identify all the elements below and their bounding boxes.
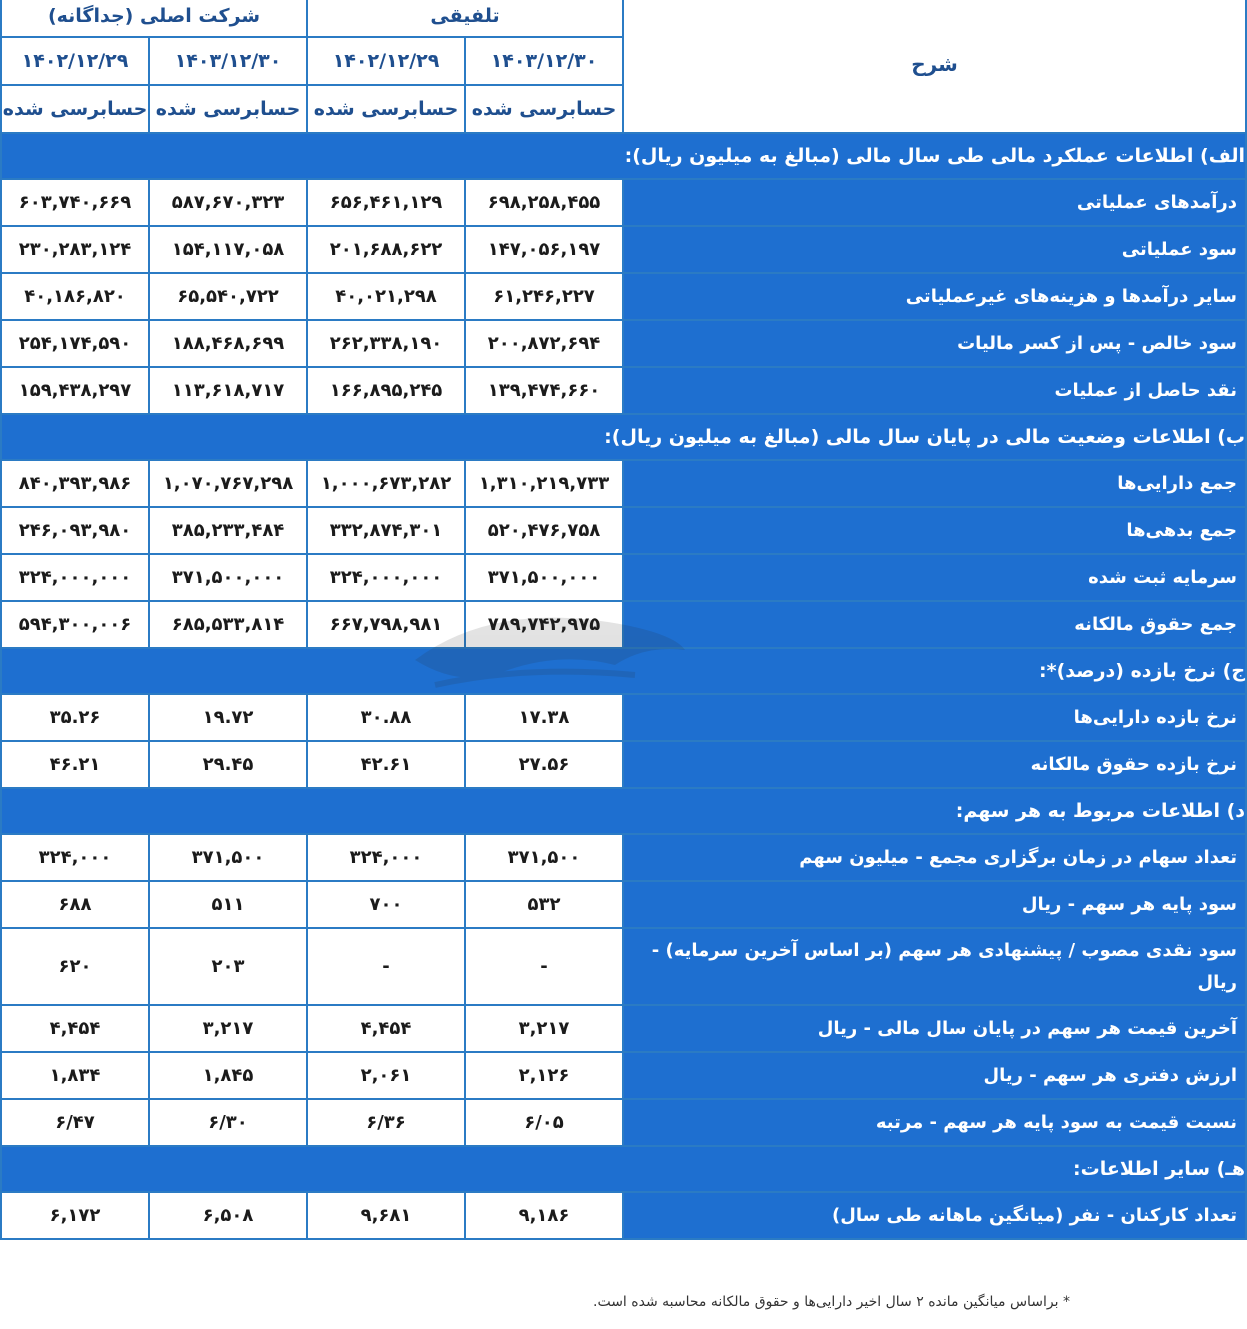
value-cell: ۳۲۴,۰۰۰,۰۰۰ — [307, 554, 465, 601]
value-cell: ۴۰,۱۸۶,۸۲۰ — [1, 273, 149, 320]
row-label: سایر درآمدها و هزینه‌های غیرعملیاتی — [623, 273, 1246, 320]
section-title: ج) نرخ بازده (درصد)*: — [1, 648, 1246, 694]
value-cell: ۱۹.۷۲ — [149, 694, 307, 741]
table-row — [1, 1099, 1246, 1146]
value-cell: ۳۲۴,۰۰۰ — [307, 834, 465, 881]
value-cell: ۶۹۸,۲۵۸,۴۵۵ — [465, 179, 623, 226]
value-cell: ۶۶۷,۷۹۸,۹۸۱ — [307, 601, 465, 648]
row-label: نرخ بازده حقوق مالکانه — [623, 741, 1246, 788]
value-cell: ۶۵۶,۴۶۱,۱۲۹ — [307, 179, 465, 226]
section-title: د) اطلاعات مربوط به هر سهم: — [1, 788, 1246, 834]
row-label: جمع دارایی‌ها — [623, 460, 1246, 507]
value-cell: ۲۵۴,۱۷۴,۵۹۰ — [1, 320, 149, 367]
value-cell: ۱۱۳,۶۱۸,۷۱۷ — [149, 367, 307, 414]
value-cell: ۱,۸۳۴ — [1, 1052, 149, 1099]
section-title: ب) اطلاعات وضعیت مالی در پایان سال مالی (مبالغ به میلیون ریال): — [1, 414, 1246, 460]
row-label: آخرین قیمت هر سهم در پایان سال مالی - ریال — [623, 1005, 1246, 1052]
value-cell: ۶/۳۶ — [307, 1099, 465, 1146]
value-cell: ۱,۳۱۰,۲۱۹,۷۳۳ — [465, 460, 623, 507]
date-header: ۱۴۰۲/۱۲/۲۹ — [307, 37, 465, 85]
value-cell: ۶۵,۵۴۰,۷۲۲ — [149, 273, 307, 320]
value-cell: ۳۷۱,۵۰۰,۰۰۰ — [465, 554, 623, 601]
value-cell: ۳۰.۸۸ — [307, 694, 465, 741]
description-header: شرح — [623, 0, 1246, 133]
row-label: سود پایه هر سهم - ریال — [623, 881, 1246, 928]
table-row — [1, 601, 1246, 648]
value-cell: ۱,۰۷۰,۷۶۷,۲۹۸ — [149, 460, 307, 507]
value-cell: ۳۲۴,۰۰۰,۰۰۰ — [1, 554, 149, 601]
value-cell: ۳۲۴,۰۰۰ — [1, 834, 149, 881]
value-cell: ۲,۱۲۶ — [465, 1052, 623, 1099]
value-cell: ۲,۰۶۱ — [307, 1052, 465, 1099]
value-cell: ۶,۵۰۸ — [149, 1192, 307, 1239]
value-cell: ۴۶.۲۱ — [1, 741, 149, 788]
value-cell: ۳,۲۱۷ — [149, 1005, 307, 1052]
table-row — [1, 1005, 1246, 1052]
table-row — [1, 460, 1246, 507]
value-cell: ۲۳۰,۲۸۳,۱۲۴ — [1, 226, 149, 273]
consolidated-header: تلفیقی — [307, 0, 623, 37]
value-cell: ۱,۰۰۰,۶۷۳,۲۸۲ — [307, 460, 465, 507]
value-cell: ۲۰۰,۸۷۲,۶۹۴ — [465, 320, 623, 367]
row-label: تعداد کارکنان - نفر (میانگین ماهانه طی سال) — [623, 1192, 1246, 1239]
table-row — [1, 320, 1246, 367]
row-label: سود خالص - پس از کسر مالیات — [623, 320, 1246, 367]
table-row — [1, 741, 1246, 788]
value-cell: ۷۸۹,۷۴۲,۹۷۵ — [465, 601, 623, 648]
value-cell: ۶۲۰ — [1, 928, 149, 1005]
value-cell: ۹,۱۸۶ — [465, 1192, 623, 1239]
row-label: جمع بدهی‌ها — [623, 507, 1246, 554]
value-cell: ۶/۳۰ — [149, 1099, 307, 1146]
value-cell: ۵۹۴,۳۰۰,۰۰۶ — [1, 601, 149, 648]
table-row — [1, 1052, 1246, 1099]
row-label: درآمدهای عملیاتی — [623, 179, 1246, 226]
table-row — [1, 1192, 1246, 1239]
value-cell: ۶۱,۲۴۶,۲۲۷ — [465, 273, 623, 320]
value-cell: ۵۳۲ — [465, 881, 623, 928]
value-cell: ۱۳۹,۴۷۴,۶۶۰ — [465, 367, 623, 414]
table-row — [1, 694, 1246, 741]
table-row — [1, 273, 1246, 320]
table-row — [1, 367, 1246, 414]
table-row — [1, 928, 1246, 1005]
value-cell: ۳۵.۲۶ — [1, 694, 149, 741]
value-cell: ۱۵۹,۴۳۸,۲۹۷ — [1, 367, 149, 414]
value-cell: ۴۲.۶۱ — [307, 741, 465, 788]
value-cell: ۲۰۱,۶۸۸,۶۲۲ — [307, 226, 465, 273]
table-row — [1, 554, 1246, 601]
value-cell: ۸۴۰,۳۹۳,۹۸۶ — [1, 460, 149, 507]
value-cell: ۲۴۶,۰۹۳,۹۸۰ — [1, 507, 149, 554]
value-cell: ۲۷.۵۶ — [465, 741, 623, 788]
value-cell: ۱۷.۳۸ — [465, 694, 623, 741]
row-label: نرخ بازده دارایی‌ها — [623, 694, 1246, 741]
value-cell: ۶۸۵,۵۳۳,۸۱۴ — [149, 601, 307, 648]
row-label: سود نقدی مصوب / پیشنهادی هر سهم (بر اساس آخرین سرمایه) - ریال — [623, 928, 1246, 1005]
value-cell: ۹,۶۸۱ — [307, 1192, 465, 1239]
audit-status: حسابرسی شده — [1, 85, 149, 133]
row-label: جمع حقوق مالکانه — [623, 601, 1246, 648]
value-cell: - — [465, 928, 623, 1005]
table-row — [1, 179, 1246, 226]
value-cell: ۱۸۸,۴۶۸,۶۹۹ — [149, 320, 307, 367]
table-row — [1, 834, 1246, 881]
value-cell: ۳۷۱,۵۰۰,۰۰۰ — [149, 554, 307, 601]
value-cell: ۶۰۳,۷۴۰,۶۶۹ — [1, 179, 149, 226]
value-cell: ۶۸۸ — [1, 881, 149, 928]
value-cell: ۱۵۴,۱۱۷,۰۵۸ — [149, 226, 307, 273]
date-header: ۱۴۰۲/۱۲/۲۹ — [1, 37, 149, 85]
row-label: نسبت قیمت به سود پایه هر سهم - مرتبه — [623, 1099, 1246, 1146]
value-cell: ۳۷۱,۵۰۰ — [465, 834, 623, 881]
audit-status: حسابرسی شده — [307, 85, 465, 133]
section-title: هـ) سایر اطلاعات: — [1, 1146, 1246, 1192]
table-row — [1, 226, 1246, 273]
value-cell: ۱۶۶,۸۹۵,۲۴۵ — [307, 367, 465, 414]
value-cell: ۵۱۱ — [149, 881, 307, 928]
value-cell: ۴۰,۰۲۱,۲۹۸ — [307, 273, 465, 320]
value-cell: ۵۸۷,۶۷۰,۳۲۳ — [149, 179, 307, 226]
value-cell: ۷۰۰ — [307, 881, 465, 928]
value-cell: ۴,۴۵۴ — [307, 1005, 465, 1052]
value-cell: ۱,۸۴۵ — [149, 1052, 307, 1099]
audit-status: حسابرسی شده — [465, 85, 623, 133]
section-title: الف) اطلاعات عملکرد مالی طی سال مالی (مبالغ به میلیون ریال): — [1, 133, 1246, 179]
value-cell: ۱۴۷,۰۵۶,۱۹۷ — [465, 226, 623, 273]
date-header: ۱۴۰۳/۱۲/۳۰ — [149, 37, 307, 85]
value-cell: ۲۶۲,۳۳۸,۱۹۰ — [307, 320, 465, 367]
audit-status: حسابرسی شده — [149, 85, 307, 133]
value-cell: - — [307, 928, 465, 1005]
row-label: ارزش دفتری هر سهم - ریال — [623, 1052, 1246, 1099]
row-label: سرمایه ثبت شده — [623, 554, 1246, 601]
value-cell: ۲۰۳ — [149, 928, 307, 1005]
value-cell: ۳۷۱,۵۰۰ — [149, 834, 307, 881]
value-cell: ۴,۴۵۴ — [1, 1005, 149, 1052]
value-cell: ۶/۴۷ — [1, 1099, 149, 1146]
row-label: سود عملیاتی — [623, 226, 1246, 273]
parent-company-header: شرکت اصلی (جداگانه) — [1, 0, 307, 37]
row-label: تعداد سهام در زمان برگزاری مجمع - میلیون سهم — [623, 834, 1246, 881]
table-row — [1, 507, 1246, 554]
value-cell: ۶/۰۵ — [465, 1099, 623, 1146]
value-cell: ۳۸۵,۲۳۳,۴۸۴ — [149, 507, 307, 554]
value-cell: ۵۲۰,۴۷۶,۷۵۸ — [465, 507, 623, 554]
table-row — [1, 881, 1246, 928]
value-cell: ۶,۱۷۲ — [1, 1192, 149, 1239]
row-label: نقد حاصل از عملیات — [623, 367, 1246, 414]
value-cell: ۳,۲۱۷ — [465, 1005, 623, 1052]
value-cell: ۳۳۲,۸۷۴,۳۰۱ — [307, 507, 465, 554]
value-cell: ۲۹.۴۵ — [149, 741, 307, 788]
date-header: ۱۴۰۳/۱۲/۳۰ — [465, 37, 623, 85]
footnote: * براساس میانگین مانده ۲ سال اخیر دارایی‌ها و حقوق مالکانه محاسبه شده است. — [593, 1294, 1070, 1310]
